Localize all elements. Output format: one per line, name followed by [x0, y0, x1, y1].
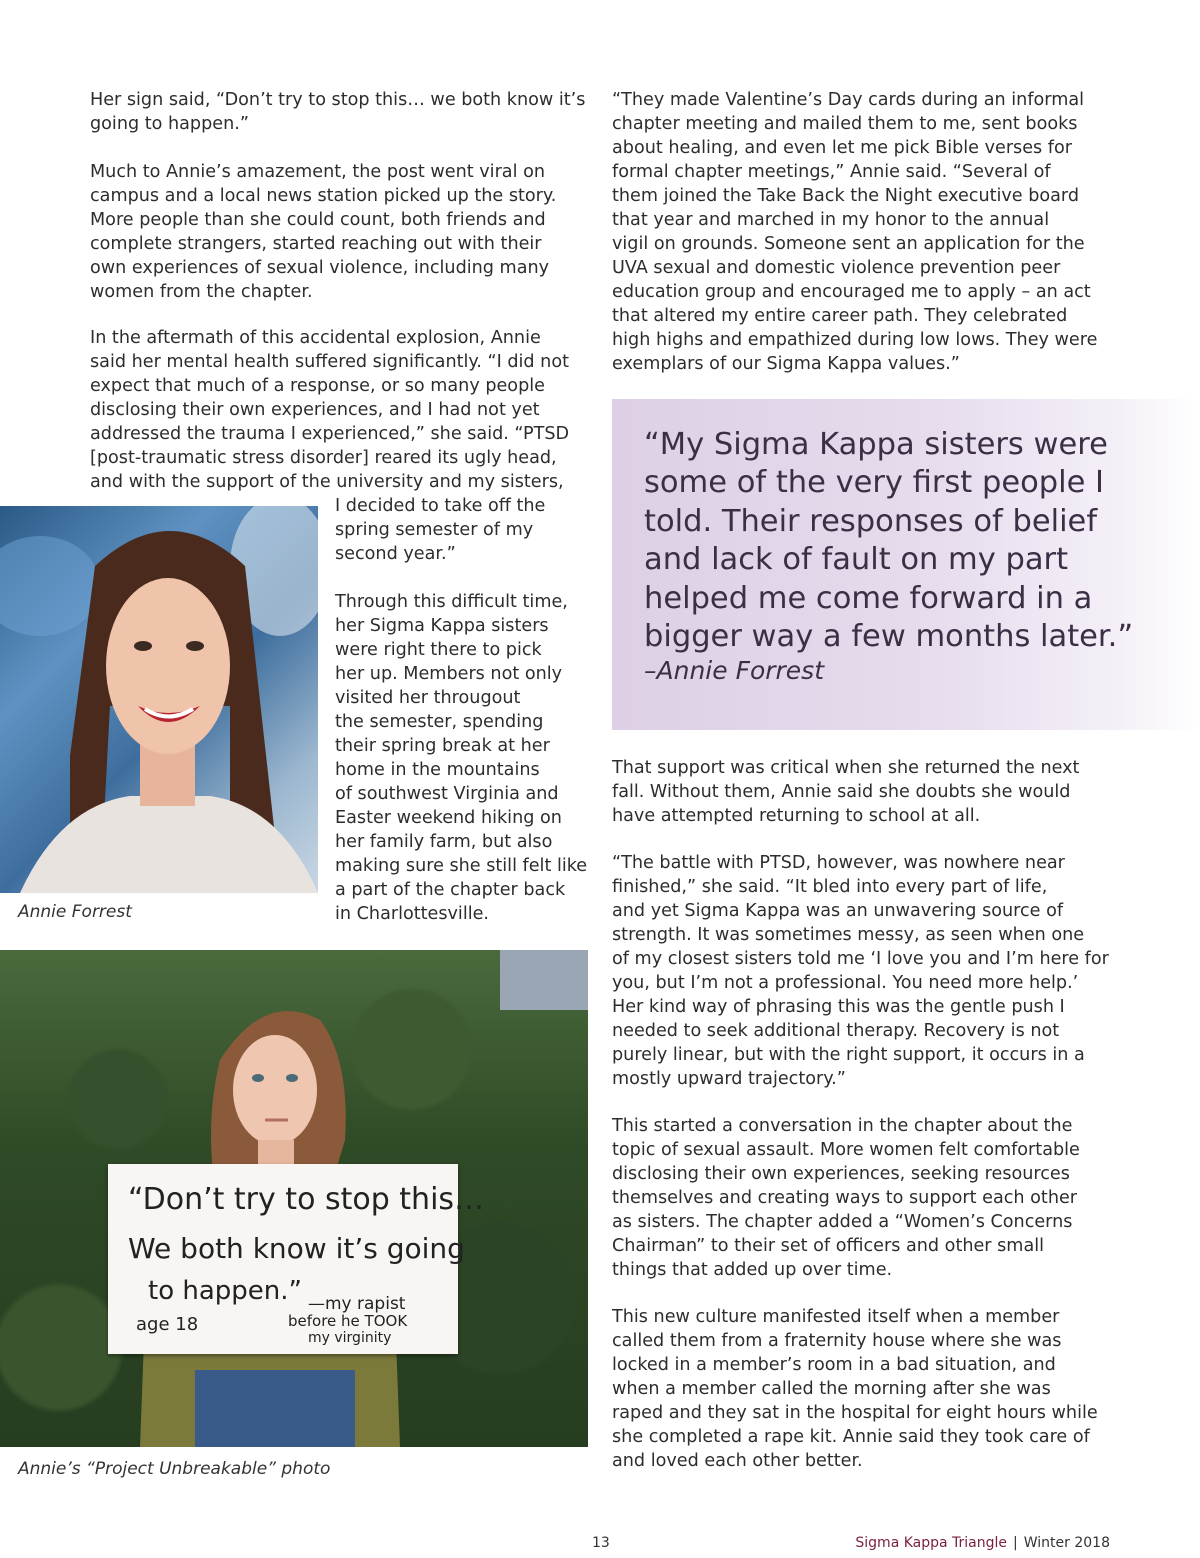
text-line: That support was critical when she returned the next — [612, 758, 1080, 778]
handwritten-sign — [108, 1164, 485, 1354]
text-line: and loved each other better. — [612, 1451, 863, 1471]
text-line: formal chapter meetings,” Annie said. “Several of — [612, 162, 1051, 182]
publication-name: Sigma Kappa Triangle — [855, 1535, 1008, 1551]
paragraph-aftermath — [90, 326, 569, 494]
text-line: “They made Valentine’s Day cards during an informal — [612, 90, 1085, 110]
text-line: education group and encouraged me to apply – an act — [612, 282, 1091, 302]
text-line: campus and a local news station picked up the story. — [90, 186, 557, 206]
text-line: called them from a fraternity house where she was — [612, 1331, 1062, 1351]
text-line: chapter meeting and mailed them to me, sent books — [612, 114, 1078, 134]
text-line: that altered my entire career path. They celebrated — [612, 306, 1068, 326]
text-line: locked in a member’s room in a bad situation, and — [612, 1355, 1056, 1375]
text-line: have attempted returning to school at all. — [612, 806, 981, 826]
text-line: second year.” — [335, 544, 456, 564]
text-line: helped me come forward in a — [644, 580, 1093, 616]
text-line: about healing, and even let me pick Bible verses for — [612, 138, 1072, 158]
text-line: some of the very first people I — [644, 465, 1105, 501]
sign-line-1: “Don’t try to stop this… — [128, 1182, 485, 1217]
sign-credit-1: —my rapist — [308, 1294, 406, 1314]
text-line: that year and marched in my honor to the annual — [612, 210, 1050, 230]
text-line: a part of the chapter back — [335, 880, 566, 900]
paragraph-battle-ptsd — [612, 851, 1109, 1091]
text-line: [post-traumatic stress disorder] reared its ugly head, — [90, 448, 557, 468]
text-line: disclosing their own experiences, and I had not yet — [90, 400, 540, 420]
paragraph-new-culture — [612, 1305, 1098, 1473]
text-line: in Charlottesville. — [335, 904, 490, 924]
text-line: This new culture manifested itself when a member — [612, 1307, 1060, 1327]
text-line: their spring break at her — [335, 736, 550, 756]
paragraph-difficult-time — [335, 590, 587, 926]
caption-annie-forrest: Annie Forrest — [18, 902, 132, 922]
project-unbreakable-photo — [0, 950, 588, 1447]
paragraph-support-critical — [612, 756, 1079, 828]
sign-line-3: to happen.” — [148, 1276, 302, 1306]
text-line: them joined the Take Back the Night executive board — [612, 186, 1080, 206]
text-line: finished,” she said. “It bled into every part of life, — [612, 877, 1048, 897]
text-line: “My Sigma Kappa sisters were — [644, 427, 1108, 462]
text-line: and with the support of the university and my sisters, — [90, 472, 564, 492]
text-line: strength. It was sometimes messy, as seen when one — [612, 925, 1085, 945]
annie-forrest-portrait-photo — [0, 506, 318, 893]
text-line: bigger way a few months later.” — [644, 619, 1134, 655]
pull-quote-attribution: –Annie Forrest — [644, 656, 825, 685]
text-line: Much to Annie’s amazement, the post went viral on — [90, 162, 545, 182]
text-line: were right there to pick — [335, 640, 542, 660]
paragraph-conversation — [612, 1114, 1080, 1282]
paragraph-aftermath-continued — [335, 494, 545, 566]
text-line: women from the chapter. — [90, 282, 313, 302]
text-line: disclosing their own experiences, seeking resources — [612, 1164, 1070, 1184]
text-line: In the aftermath of this accidental explosion, Annie — [90, 328, 541, 348]
text-line: high highs and empathized during low lows. They were — [612, 330, 1098, 350]
text-line: “The battle with PTSD, however, was nowhere near — [612, 853, 1065, 873]
text-line: home in the mountains — [335, 760, 540, 780]
paragraph-valentines — [612, 88, 1097, 376]
text-line: themselves and creating ways to support each other — [612, 1188, 1078, 1208]
text-line: her family farm, but also — [335, 832, 553, 852]
text-line: as sisters. The chapter added a “Women’s Concerns — [612, 1212, 1073, 1232]
text-line: expect that much of a response, or so many people — [90, 376, 545, 396]
text-line: exemplars of our Sigma Kappa values.” — [612, 354, 960, 374]
text-line: Easter weekend hiking on — [335, 808, 562, 828]
text-line: her Sigma Kappa sisters — [335, 616, 549, 636]
portrait-illustration — [0, 506, 318, 893]
paragraph-post-viral — [90, 160, 556, 304]
caption-project-unbreakable: Annie’s “Project Unbreakable” photo — [18, 1459, 331, 1479]
text-line: mostly upward trajectory.” — [612, 1069, 846, 1089]
text-line: things that added up over time. — [612, 1260, 893, 1280]
text-line: told. Their responses of belief — [644, 503, 1098, 539]
sign-credit-3: my virginity — [308, 1330, 392, 1346]
issue-date: Winter 2018 — [1023, 1535, 1110, 1551]
sign-line-2: We both know it’s going — [128, 1232, 465, 1265]
text-line: This started a conversation in the chapter about the — [612, 1116, 1073, 1136]
text-line: and yet Sigma Kappa was an unwavering source of — [612, 901, 1064, 921]
text-line: I decided to take off the — [335, 496, 546, 516]
text-line: UVA sexual and domestic violence prevention peer — [612, 258, 1061, 278]
sign-age: age 18 — [136, 1314, 199, 1335]
text-line: fall. Without them, Annie said she doubts she would — [612, 782, 1071, 802]
text-line: spring semester of my — [335, 520, 534, 540]
text-line: Her sign said, “Don’t try to stop this… we both know it’s — [90, 90, 586, 110]
text-line: going to happen.” — [90, 114, 249, 134]
text-line: Chairman” to their set of officers and other small — [612, 1236, 1044, 1256]
text-line: you, but I’m not a professional. You need more help.’ — [612, 973, 1079, 993]
text-line: topic of sexual assault. More women felt comfortable — [612, 1140, 1080, 1160]
text-line: the semester, spending — [335, 712, 544, 732]
text-line: of my closest sisters told me ‘I love you and I’m here for — [612, 949, 1109, 969]
text-line: said her mental health suffered significantly. “I did not — [90, 352, 569, 372]
text-line: making sure she still felt like — [335, 856, 588, 876]
text-line: when a member called the morning after she was — [612, 1379, 1051, 1399]
text-line: addressed the trauma I experienced,” she said. “PTSD — [90, 424, 570, 444]
pull-quote-text — [644, 426, 1133, 656]
footer-separator: | — [1013, 1535, 1018, 1551]
publication-footer — [855, 1535, 1110, 1551]
text-line: complete strangers, started reaching out with their — [90, 234, 542, 254]
text-line: own experiences of sexual violence, including many — [90, 258, 550, 278]
text-line: and lack of fault on my part — [644, 542, 1069, 578]
text-line: Her kind way of phrasing this was the gentle push I — [612, 997, 1065, 1017]
text-line: Through this difficult time, — [335, 592, 568, 612]
text-line: raped and they sat in the hospital for eight hours while — [612, 1403, 1098, 1423]
text-line: her up. Members not only — [335, 664, 563, 684]
text-line: of southwest Virginia and — [335, 784, 559, 804]
text-line: purely linear, but with the right support, it occurs in a — [612, 1045, 1085, 1065]
text-line: needed to seek additional therapy. Recovery is not — [612, 1021, 1060, 1041]
text-line: she completed a rape kit. Annie said they took care of — [612, 1427, 1090, 1447]
page-number: 13 — [592, 1535, 610, 1551]
text-line: vigil on grounds. Someone sent an application for the — [612, 234, 1085, 254]
text-line: More people than she could count, both friends and — [90, 210, 546, 230]
paragraph-sign-said — [90, 88, 585, 136]
text-line: visited her througout — [335, 688, 521, 708]
sign-credit-2: before he TOOK — [288, 1312, 408, 1330]
